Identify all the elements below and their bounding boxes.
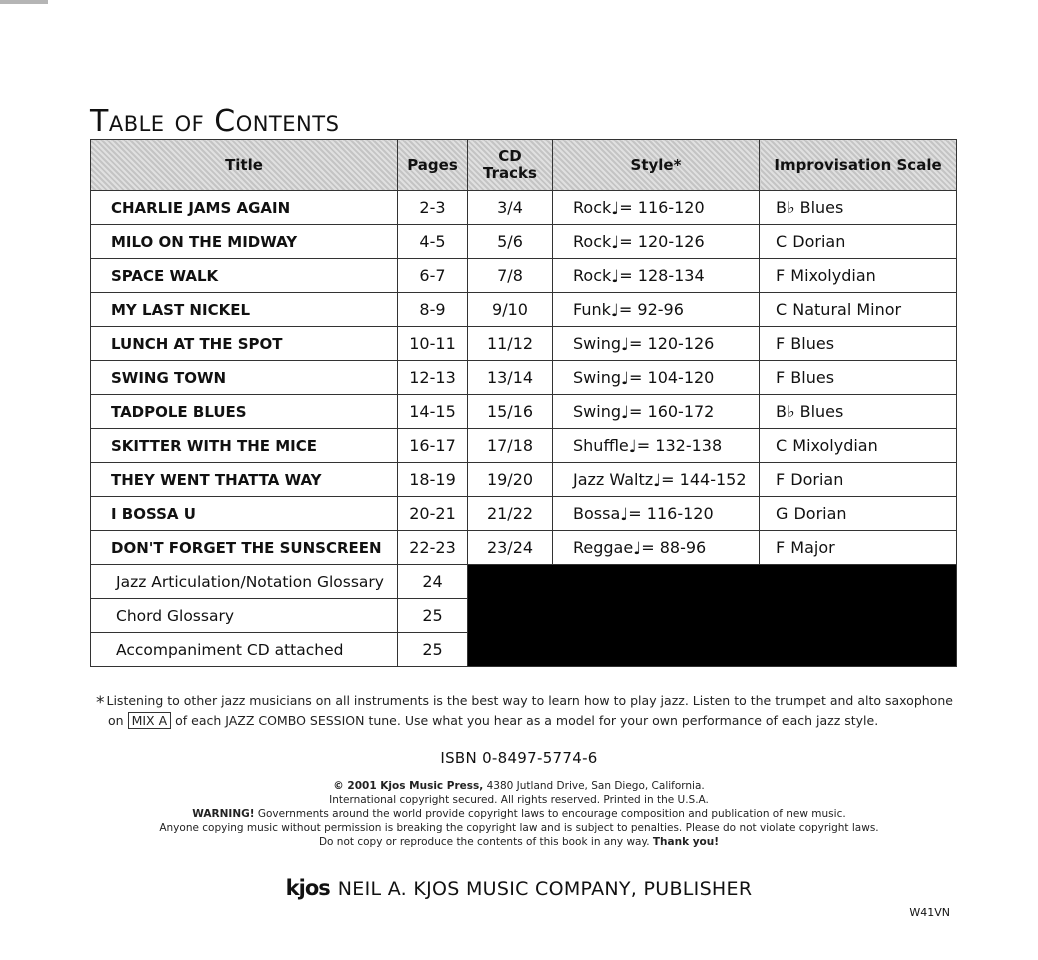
- copyright-block: [0, 779, 1038, 849]
- song-title: LUNCH AT THE SPOT: [91, 327, 398, 361]
- header-pages: Pages: [398, 140, 468, 191]
- song-style: [553, 327, 760, 361]
- song-tracks: 15/16: [468, 395, 553, 429]
- extra-pages: 25: [398, 633, 468, 667]
- song-title: SKITTER WITH THE MICE: [91, 429, 398, 463]
- page-title: [90, 104, 339, 139]
- tempo-range: = 116-120: [628, 503, 714, 523]
- song-tracks: 13/14: [468, 361, 553, 395]
- header-cd-line2: Tracks: [483, 164, 537, 182]
- table-row: [91, 429, 957, 463]
- table-row: [91, 293, 957, 327]
- footnote-line1-text: Listening to other jazz musicians on all instruments is the best way to learn how to play jazz. Listen to the trumpet and alto saxophone: [106, 693, 953, 708]
- table-row: [91, 259, 957, 293]
- song-tracks: 23/24: [468, 531, 553, 565]
- song-pages: 14-15: [398, 395, 468, 429]
- extra-title: Chord Glossary: [91, 599, 398, 633]
- song-title: SWING TOWN: [91, 361, 398, 395]
- improv-scale: F Dorian: [760, 463, 957, 497]
- copyright-holder: © 2001 Kjos Music Press,: [333, 780, 484, 792]
- song-style: [553, 361, 760, 395]
- song-tracks: 5/6: [468, 225, 553, 259]
- tempo-range: = 120-126: [629, 333, 715, 353]
- song-tracks: 21/22: [468, 497, 553, 531]
- song-style: [553, 259, 760, 293]
- improv-scale: C Dorian: [760, 225, 957, 259]
- header-cd-line1: CD: [498, 147, 522, 165]
- song-style: [553, 463, 760, 497]
- improv-scale: C Mixolydian: [760, 429, 957, 463]
- extra-title: Accompaniment CD attached: [91, 633, 398, 667]
- improv-scale: F Blues: [760, 327, 957, 361]
- header-scale: Improvisation Scale: [760, 140, 957, 191]
- copyright-line3: [0, 807, 1038, 821]
- song-pages: 2-3: [398, 191, 468, 225]
- table-row: [91, 531, 957, 565]
- quarter-note-icon: ♩: [628, 436, 637, 457]
- quarter-note-icon: ♩: [633, 538, 642, 559]
- tempo-range: = 120-126: [619, 231, 705, 251]
- copyright-address: 4380 Jutland Drive, San Diego, California.: [486, 780, 705, 792]
- tempo-range: = 144-152: [661, 469, 747, 489]
- table-row: [91, 565, 957, 599]
- contents-table: [90, 139, 957, 667]
- style-name: Swing: [573, 367, 621, 387]
- extra-title: Jazz Articulation/Notation Glossary: [91, 565, 398, 599]
- quarter-note-icon: ♩: [620, 334, 630, 355]
- song-tracks: 17/18: [468, 429, 553, 463]
- style-name: Shuffle: [573, 435, 629, 455]
- song-tracks: 11/12: [468, 327, 553, 361]
- header-cd-tracks: [468, 140, 553, 191]
- song-pages: 22-23: [398, 531, 468, 565]
- style-name: Reggae: [573, 537, 634, 557]
- song-style: [553, 429, 760, 463]
- improv-scale: F Major: [760, 531, 957, 565]
- copyright-line4: Anyone copying music without permission is breaking the copyright law and is subject to penalties. Please do not violate copyright laws.: [159, 822, 879, 834]
- copyright-line5: [0, 835, 1038, 849]
- song-title: CHARLIE JAMS AGAIN: [91, 191, 398, 225]
- isbn: ISBN 0-8497-5774-6: [440, 749, 598, 767]
- tempo-range: = 160-172: [629, 401, 715, 421]
- improv-scale: C Natural Minor: [760, 293, 957, 327]
- header-style: Style*: [553, 140, 760, 191]
- copyright-line2: International copyright secured. All rights reserved. Printed in the U.S.A.: [329, 794, 709, 806]
- style-name: Rock: [573, 197, 612, 217]
- song-style: [553, 531, 760, 565]
- song-tracks: 19/20: [468, 463, 553, 497]
- quarter-note-icon: ♩: [620, 368, 630, 389]
- tempo-range: = 128-134: [619, 265, 705, 285]
- tempo-range: = 132-138: [636, 435, 723, 455]
- table-row: [91, 327, 957, 361]
- song-style: [553, 497, 760, 531]
- footnote-line2: [96, 712, 956, 729]
- quarter-note-icon: ♩: [610, 300, 619, 321]
- warning-text: Governments around the world provide copyright laws to encourage composition and publication of new music.: [257, 808, 846, 820]
- table-row: [91, 497, 957, 531]
- song-pages: 6-7: [398, 259, 468, 293]
- header-title: Title: [91, 140, 398, 191]
- publisher-line: [0, 876, 1038, 900]
- song-style: [553, 293, 760, 327]
- song-tracks: 7/8: [468, 259, 553, 293]
- song-title: SPACE WALK: [91, 259, 398, 293]
- improv-scale: F Blues: [760, 361, 957, 395]
- table-row: [91, 225, 957, 259]
- table-row: [91, 361, 957, 395]
- song-pages: 4-5: [398, 225, 468, 259]
- song-style: [553, 395, 760, 429]
- style-name: Rock: [573, 265, 612, 285]
- kjos-logo: kjos: [285, 876, 330, 900]
- song-tracks: 9/10: [468, 293, 553, 327]
- page-title-text: Table of Contents: [90, 104, 340, 139]
- style-name: Jazz Waltz: [573, 469, 654, 489]
- style-name: Swing: [573, 333, 621, 353]
- footnote-line2-pre: on: [108, 713, 124, 728]
- improv-scale: B♭ Blues: [760, 191, 957, 225]
- tempo-range: = 104-120: [629, 367, 715, 387]
- quarter-note-icon: ♩: [620, 504, 629, 525]
- table-row: [91, 395, 957, 429]
- quarter-note-icon: ♩: [611, 198, 620, 219]
- footnote-star: *: [96, 693, 105, 713]
- song-title: I BOSSA U: [91, 497, 398, 531]
- song-pages: 12-13: [398, 361, 468, 395]
- footnote: [96, 692, 956, 729]
- style-name: Funk: [573, 299, 611, 319]
- catalog-code: W41VN: [909, 906, 950, 919]
- style-name: Rock: [573, 231, 612, 251]
- publisher-name: NEIL A. KJOS MUSIC COMPANY, PUBLISHER: [337, 878, 753, 900]
- corner-scan-mark: [0, 0, 48, 4]
- style-name: Swing: [573, 401, 621, 421]
- improv-scale: B♭ Blues: [760, 395, 957, 429]
- song-style: [553, 191, 760, 225]
- tempo-range: = 116-120: [619, 197, 705, 217]
- style-name: Bossa: [573, 503, 621, 523]
- copyright-line5-text: Do not copy or reproduce the contents of this book in any way.: [318, 836, 650, 848]
- song-style: [553, 225, 760, 259]
- quarter-note-icon: ♩: [620, 402, 630, 423]
- song-tracks: 3/4: [468, 191, 553, 225]
- quarter-note-icon: ♩: [611, 266, 620, 287]
- extra-pages: 24: [398, 565, 468, 599]
- mix-label-box: MIX A: [128, 712, 172, 729]
- quarter-note-icon: ♩: [653, 470, 662, 491]
- footnote-line2-post: of each JAZZ COMBO SESSION tune. Use what you hear as a model for your own performance of each jazz style.: [175, 713, 879, 728]
- thank-you: Thank you!: [652, 836, 720, 848]
- song-pages: 18-19: [398, 463, 468, 497]
- black-fill-block: [468, 565, 957, 667]
- table-row: [91, 463, 957, 497]
- table-row: [91, 191, 957, 225]
- song-title: THEY WENT THATTA WAY: [91, 463, 398, 497]
- extra-pages: 25: [398, 599, 468, 633]
- improv-scale: G Dorian: [760, 497, 957, 531]
- footnote-line1: [96, 692, 956, 712]
- song-title: DON'T FORGET THE SUNSCREEN: [91, 531, 398, 565]
- warning-label: WARNING!: [192, 808, 255, 820]
- song-pages: 16-17: [398, 429, 468, 463]
- song-title: MY LAST NICKEL: [91, 293, 398, 327]
- tempo-range: = 92-96: [618, 299, 684, 319]
- copyright-line1: [0, 779, 1038, 793]
- song-pages: 10-11: [398, 327, 468, 361]
- table-header-row: [91, 140, 957, 191]
- song-title: MILO ON THE MIDWAY: [91, 225, 398, 259]
- song-pages: 8-9: [398, 293, 468, 327]
- song-title: TADPOLE BLUES: [91, 395, 398, 429]
- tempo-range: = 88-96: [641, 537, 707, 557]
- improv-scale: F Mixolydian: [760, 259, 957, 293]
- quarter-note-icon: ♩: [611, 232, 620, 253]
- song-pages: 20-21: [398, 497, 468, 531]
